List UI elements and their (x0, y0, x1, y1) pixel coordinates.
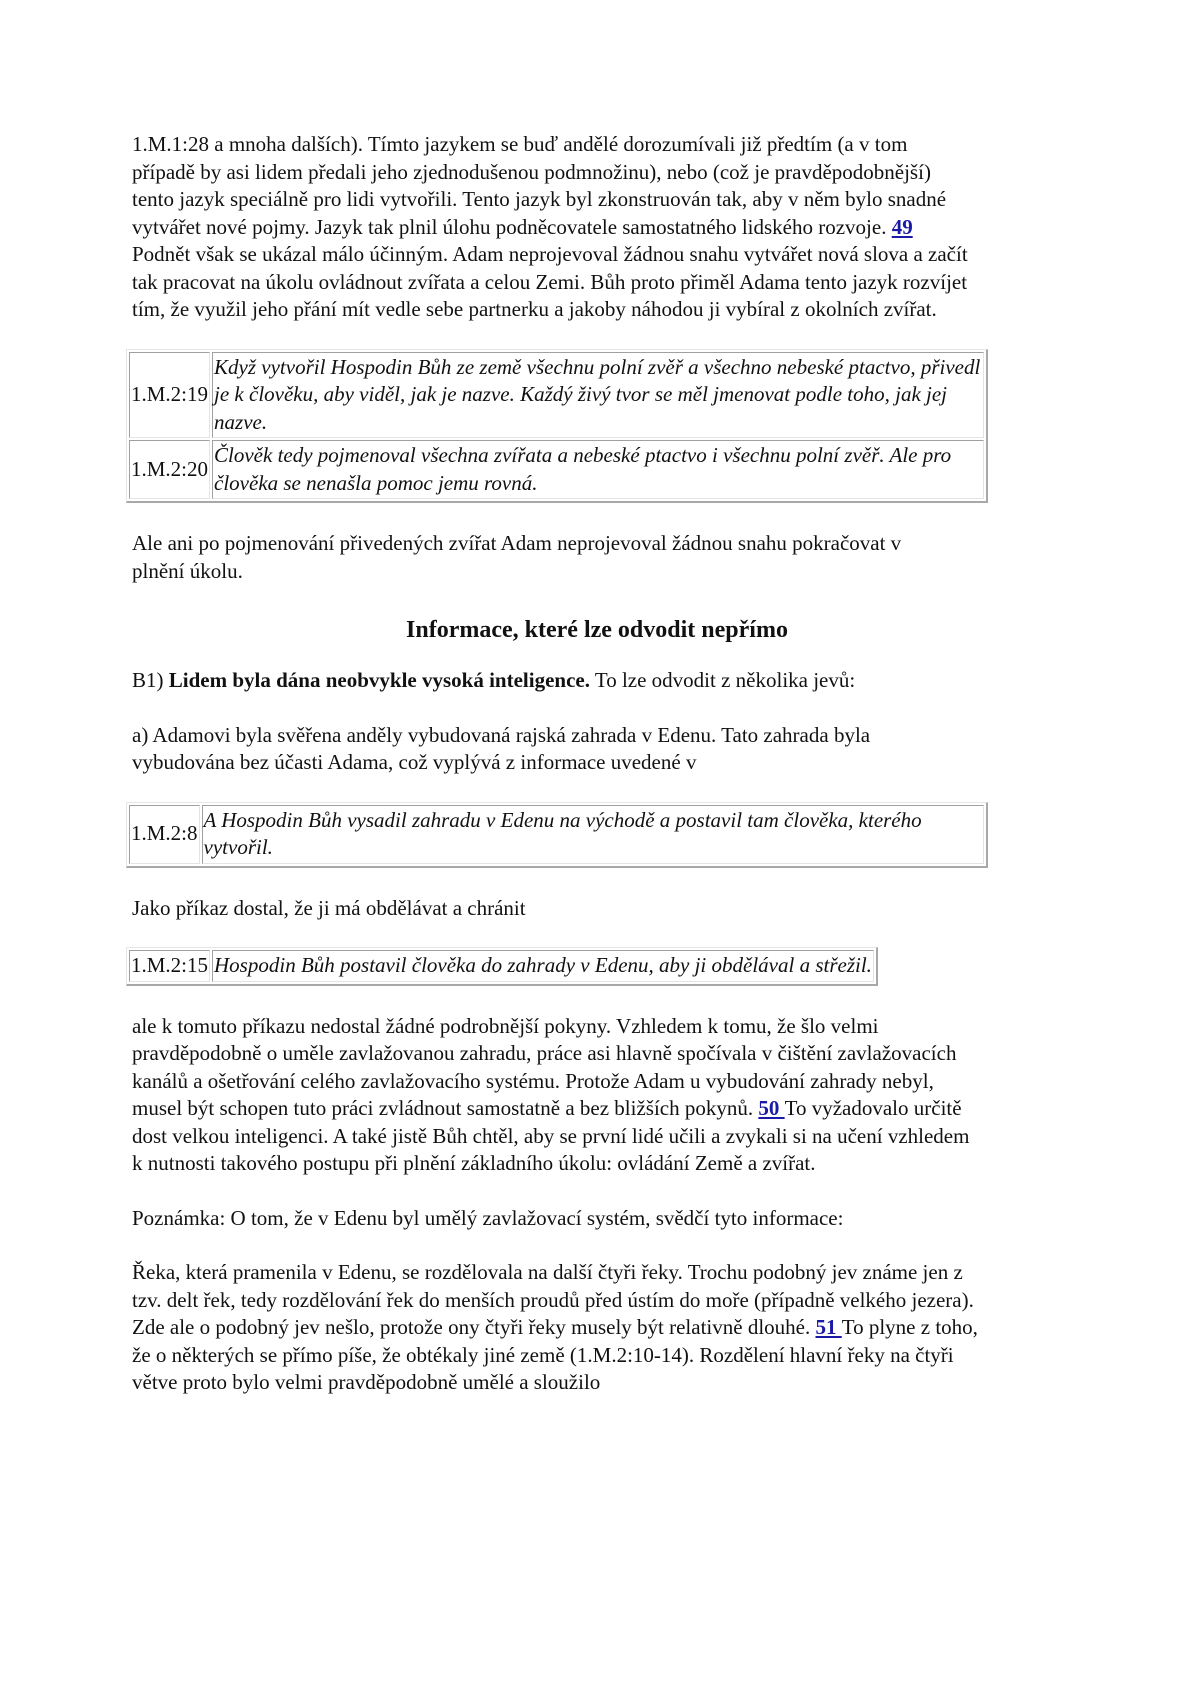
paragraph-note: Poznámka: O tom, že v Edenu byl umělý zavlažovací systém, svědčí tyto informace: (132, 1205, 844, 1230)
bible-quote-table (126, 349, 988, 504)
paragraph-language: 1.M.1:28 a mnoha dalších). Tímto jazykem se buď andělé dorozumívali již předtím (a v tom případě by asi lidem předali jeho zjednodušenou podmnožinu), nebo (což je pravděpodobnější) tento jazyk speciálně pro lidi vytvořili. Tento jazyk byl zkonstruován tak, aby v něm bylo snadné vytvářet nové pojmy. Jazyk tak plnil úlohu podněcovatele samostatného lidského rozvoje. 49 Podnět však se ukázal málo účinným. Adam neprojevoval žádnou snahu vytvářet nová slova a začít tak pracovat na úkolu ovládnout zvířata a celou Zemi. Bůh proto přiměl Adama tento jazyk rozvíjet tím, že využil jeho přání mít vedle sebe partnerku a jakoby náhodou ji vybíral z okolních zvířat. (132, 132, 968, 321)
paragraph-garden-work: ale k tomuto příkazu nedostal žádné podrobnější pokyny. Vzhledem k tomu, že šlo velmi pravděpodobně o uměle zavlažovanou zahradu, práce asi hlavně spočívala v čištění zavlažovacích kanálů a ošetřování celého zavlažovacího systému. Protože Adam u vybudování zahrady nebyl, musel být schopen tuto práci zvládnout samostatně a bez bližších pokynů. 50 To vyžadovalo určitě dost velkou inteligenci. A také jistě Bůh chtěl, aby se první lidé učili a zvykali si na učení vzhledem k nutnosti takového postupu při plnění základního úkolu: ovládání Země a zvířat. (132, 1013, 970, 1175)
verse-reference: 1.M.2:19 (129, 352, 210, 439)
bible-quote-table (126, 802, 988, 868)
document-page (132, 131, 1062, 1397)
verse-reference: 1.M.2:15 (129, 950, 210, 982)
verse-text: Když vytvořil Hospodin Bůh ze země všechnu polní zvěř a všechno nebeské ptactvo, přivedl je k člověku, aby viděl, jak je nazve. Každý živý tvor se měl jmenovat podle toho, jak jej nazve. (212, 352, 984, 439)
verse-reference: 1.M.2:20 (129, 440, 210, 499)
paragraph-command: Jako příkaz dostal, že ji má obdělávat a chránit (132, 895, 526, 920)
verse-text: Hospodin Bůh postavil člověka do zahrady v Edenu, aby ji obdělával a střežil. (212, 950, 874, 982)
quote-row (129, 950, 874, 982)
quote-row (129, 440, 984, 499)
paragraph-rivers: Řeka, která pramenila v Edenu, se rozdělovala na další čtyři řeky. Trochu podobný jev známe jen z tzv. delt řek, tedy rozdělování řek do menších proudů před ústím do moře (případně velkého jezera). Zde ale o podobný jev nešlo, protože ony čtyři řeky musely být relativně dlouhé. 51 To plyne z toho, že o některých se přímo píše, že obtékaly jiné země (1.M.2:10-14). Rozdělení hlavní řeky na čtyři větve proto bylo velmi pravděpodobně umělé a sloužilo (132, 1260, 978, 1394)
quote-row (129, 805, 984, 864)
b1-thesis: Lidem byla dána neobvykle vysoká inteligence. (168, 668, 590, 692)
paragraph-a: a) Adamovi byla svěřena anděly vybudovaná rajská zahrada v Edenu. Tato zahrada byla vybudována bez účasti Adama, což vyplývá z informace uvedené v (132, 722, 871, 774)
paragraph-no-progress: Ale ani po pojmenování přivedených zvířat Adam neprojevoval žádnou snahu pokračovat v plnění úkolu. (132, 531, 902, 583)
verse-text: A Hospodin Bůh vysadil zahradu v Edenu na východě a postavil tam člověka, kterého vytvořil. (202, 805, 984, 864)
footnote-link-50[interactable]: 50 (758, 1096, 785, 1120)
paragraph-b1: B1) Lidem byla dána neobvykle vysoká inteligence. To lze odvodit z několika jevů: (132, 668, 856, 692)
verse-reference: 1.M.2:8 (129, 805, 200, 864)
quote-row (129, 352, 984, 439)
footnote-link-51[interactable]: 51 (815, 1315, 842, 1339)
bible-quote-table (126, 947, 878, 986)
section-heading: Informace, které lze odvodit nepřímo (406, 617, 788, 643)
verse-text: Člověk tedy pojmenoval všechna zvířata a nebeské ptactvo i všechnu polní zvěř. Ale pro člověka se nenašla pomoc jemu rovná. (212, 440, 984, 499)
footnote-link-49[interactable]: 49 (891, 214, 913, 239)
